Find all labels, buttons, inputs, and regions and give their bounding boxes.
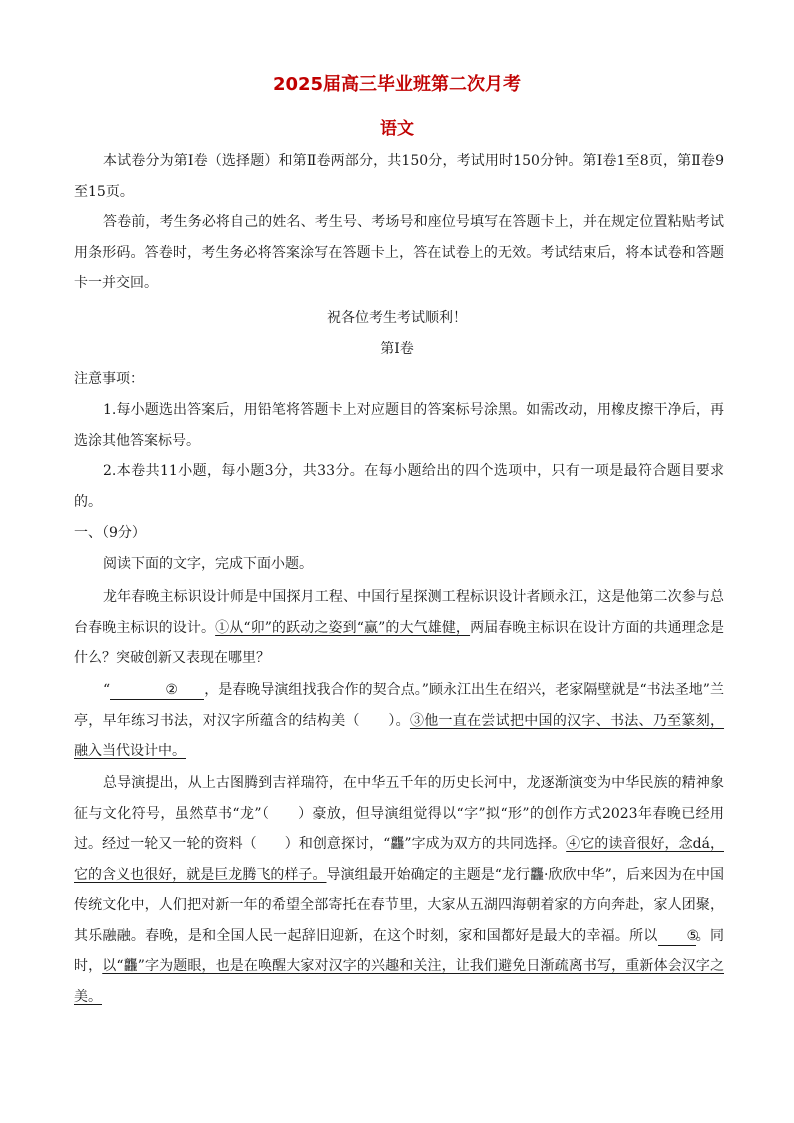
subject-title: 语文 bbox=[380, 119, 414, 139]
section-heading: 一、（9分） bbox=[74, 525, 146, 541]
passage-text: 总导演提出，从上古图腾到吉祥瑞符，在中华五千年的历史长河中，龙逐渐演变为中华民族的精神象征与文化符号，虽然草书“龙”（ ）豪放，但导演组觉得以“字”拟“形”的创作方式2023年春晚已经用过。经过一轮又一轮的资料（ ）和创意探讨，“龘”字成为双方的共同选择。 bbox=[74, 775, 724, 852]
passage-text: “ bbox=[103, 682, 111, 698]
passage-text: 两届春晚主标识在设计方面的共通理念是什么？突破创新又表现在哪里？ bbox=[74, 619, 724, 666]
passage-text: 龙年春晚主标识设计师是中国探月工程、中国行星探测工程标识设计者顾永江，这是他第二次参与总台春晚主标识的设计。 bbox=[74, 589, 724, 636]
good-luck-line: 祝各位考生考试顺利！ bbox=[327, 310, 467, 326]
note-item-2: 2.本卷共11小题，每小题3分，共33分。在每小题给出的四个选项中，只有一项是最符合题目要求的。 bbox=[74, 463, 724, 510]
section-instruction: 阅读下面的文字，完成下面小题。 bbox=[103, 556, 313, 572]
underlined-sentence-3: ③他一直在尝试把中国的汉字、书法、乃至篆刻，融入当代设计中。 bbox=[74, 712, 725, 759]
passage-text: ，是春晚导演组找我合作的契合点。”顾永江出生在绍兴，老家隔壁就是“书法圣地”兰亭，早年练习书法，对汉字所蕴含的结构美（ ）。 bbox=[74, 682, 724, 729]
passage-paragraph-3 bbox=[74, 768, 724, 1012]
passage-paragraph-1 bbox=[74, 582, 724, 674]
note-item-1: 1.每小题选出答案后，用铅笔将答题卡上对应题目的答案标号涂黑。如需改动，用橡皮擦干净后，再选涂其他答案标号。 bbox=[74, 402, 724, 449]
underlined-sentence-1: ①从“卯”的跃动之姿到“赢”的大气雄健， bbox=[215, 619, 471, 636]
passage-paragraph-2 bbox=[74, 675, 724, 767]
intro-paragraph-1: 本试卷分为第Ⅰ卷（选择题）和第Ⅱ卷两部分，共150分，考试用时150分钟。第Ⅰ卷1至8页，第Ⅱ卷9至15页。 bbox=[74, 153, 724, 200]
fill-blank-2: ② bbox=[110, 681, 204, 700]
notes-heading: 注意事项： bbox=[74, 371, 144, 387]
fill-blank-5: ⑤ bbox=[658, 927, 696, 946]
underlined-sentence-6: 以“龘”字为题眼，也是在唤醒大家对汉字的兴趣和关注，让我们避免日渐疏离书写，重新体会汉字之美。 bbox=[74, 958, 725, 1005]
exam-title: 2025届高三毕业班第二次月考 bbox=[272, 74, 522, 95]
passage-text: 。同时， bbox=[74, 927, 725, 974]
passage-text: 导演组最开始确定的主题是“龙行龘·欣欣中华”，后来因为在中国传统文化中，人们把对新一年的希望全部寄托在春节里，大家从五湖四海朝着家的方向奔赴，家人团聚，其乐融融。春晚，是和全国人民一起辞旧迎新，在这个时刻，家和国都好是最大的幸福。所以 bbox=[74, 866, 725, 944]
underlined-sentence-4: ④它的读音很好，念dá，它的含义也很好，就是巨龙腾飞的样子。 bbox=[74, 836, 724, 883]
intro-paragraph-2: 答卷前，考生务必将自己的姓名、考生号、考场号和座位号填写在答题卡上，并在规定位置粘贴考试用条形码。答卷时，考生务必将答案涂写在答题卡上，答在试卷上的无效。考试结束后，将本试卷和答题卡一并交回。 bbox=[74, 214, 724, 291]
volume-heading: 第Ⅰ卷 bbox=[380, 341, 414, 357]
